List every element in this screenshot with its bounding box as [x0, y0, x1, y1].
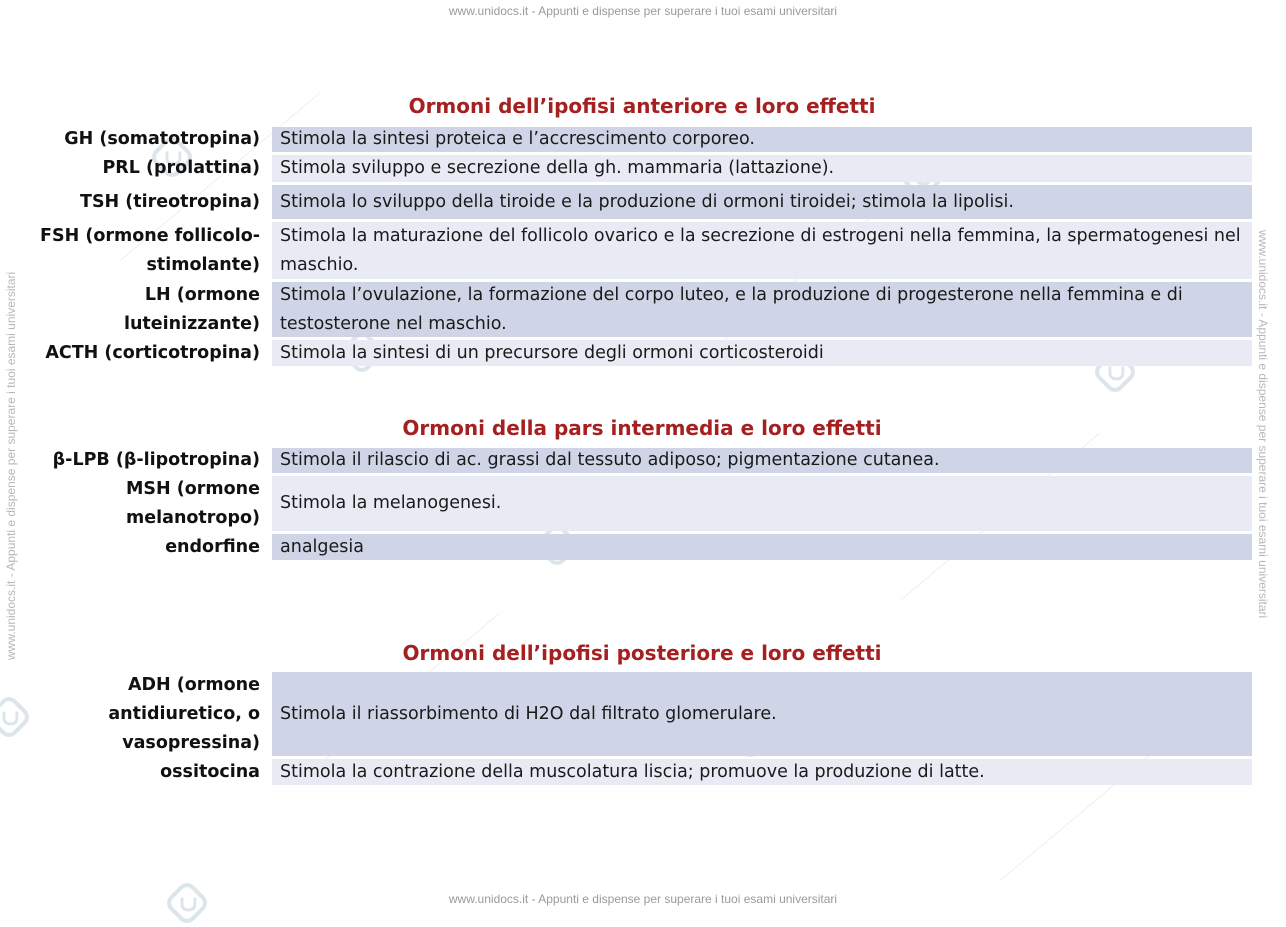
- hormone-effect: Stimola lo sviluppo della tiroide e la produzione di ormoni tiroidei; stimola la lipolisi.: [272, 185, 1252, 219]
- hormone-effect: Stimola l’ovulazione, la formazione del corpo luteo, e la produzione di progesterone nella femmina e di testosterone nel maschio.: [272, 282, 1252, 337]
- hormone-label: endorfine: [165, 536, 260, 557]
- hormone-label: β-LPB (β-lipotropina): [52, 450, 260, 470]
- watermark-logo-icon: [163, 879, 211, 927]
- section-title-posterior: Ormoni dell’ipofisi posteriore e loro effetti: [402, 641, 882, 665]
- hormone-label: ACTH (corticotropina): [45, 342, 260, 363]
- table-row: [0, 155, 1286, 182]
- table-row: [0, 476, 1286, 531]
- watermark-bottom: www.unidocs.it - Appunti e dispense per superare i tuoi esami universitari: [448, 892, 838, 906]
- watermark-left: www.unidocs.it - Appunti e dispense per superare i tuoi esami universitari: [4, 271, 18, 660]
- hormone-label: ossitocina: [160, 761, 260, 782]
- hormone-label: FSH (ormone follicolo-stimolante): [40, 225, 260, 275]
- watermark-top: www.unidocs.it - Appunti e dispense per superare i tuoi esami universitari: [448, 4, 838, 18]
- hormone-effect: Stimola la sintesi proteica e l’accrescimento corporeo.: [272, 127, 1252, 152]
- table-row: [0, 672, 1286, 756]
- hormone-effect: Stimola il rilascio di ac. grassi dal tessuto adiposo; pigmentazione cutanea.: [272, 448, 1252, 473]
- hormone-label: PRL (prolattina): [102, 158, 260, 178]
- watermark-right: www.unidocs.it - Appunti e dispense per superare i tuoi esami universitari: [1256, 230, 1270, 619]
- section-title-intermediate: Ormoni della pars intermedia e loro effetti: [402, 416, 882, 440]
- table-row: [0, 282, 1286, 337]
- table-row: [0, 222, 1286, 279]
- hormone-effect: Stimola la maturazione del follicolo ovarico e la secrezione di estrogeni nella femmina, la spermatogenesi nel maschio.: [272, 222, 1252, 279]
- hormone-label: GH (somatotropina): [64, 129, 260, 149]
- hormone-label: TSH (tireotropina): [80, 191, 260, 212]
- hormone-label: MSH (ormone melanotropo): [126, 478, 260, 528]
- table-row: [0, 340, 1286, 366]
- table-row: [0, 448, 1286, 473]
- table-row: [0, 534, 1286, 560]
- table-row: [0, 759, 1286, 785]
- section-title-anterior: Ormoni dell’ipofisi anteriore e loro effetti: [408, 94, 876, 118]
- table-row: [0, 185, 1286, 219]
- hormone-effect: analgesia: [272, 534, 1252, 560]
- hormone-effect: Stimola la contrazione della muscolatura liscia; promuove la produzione di latte.: [272, 759, 1252, 785]
- table-row: [0, 127, 1286, 152]
- hormone-effect: Stimola sviluppo e secrezione della gh. mammaria (lattazione).: [272, 155, 1252, 182]
- hormone-label: ADH (ormone antidiuretico, o vasopressina): [108, 674, 260, 753]
- hormone-label: LH (ormone luteinizzante): [123, 284, 260, 334]
- hormone-effect: Stimola il riassorbimento di H2O dal filtrato glomerulare.: [272, 672, 1252, 756]
- hormone-effect: Stimola la sintesi di un precursore degli ormoni corticosteroidi: [272, 340, 1252, 366]
- hormone-effect: Stimola la melanogenesi.: [272, 476, 1252, 531]
